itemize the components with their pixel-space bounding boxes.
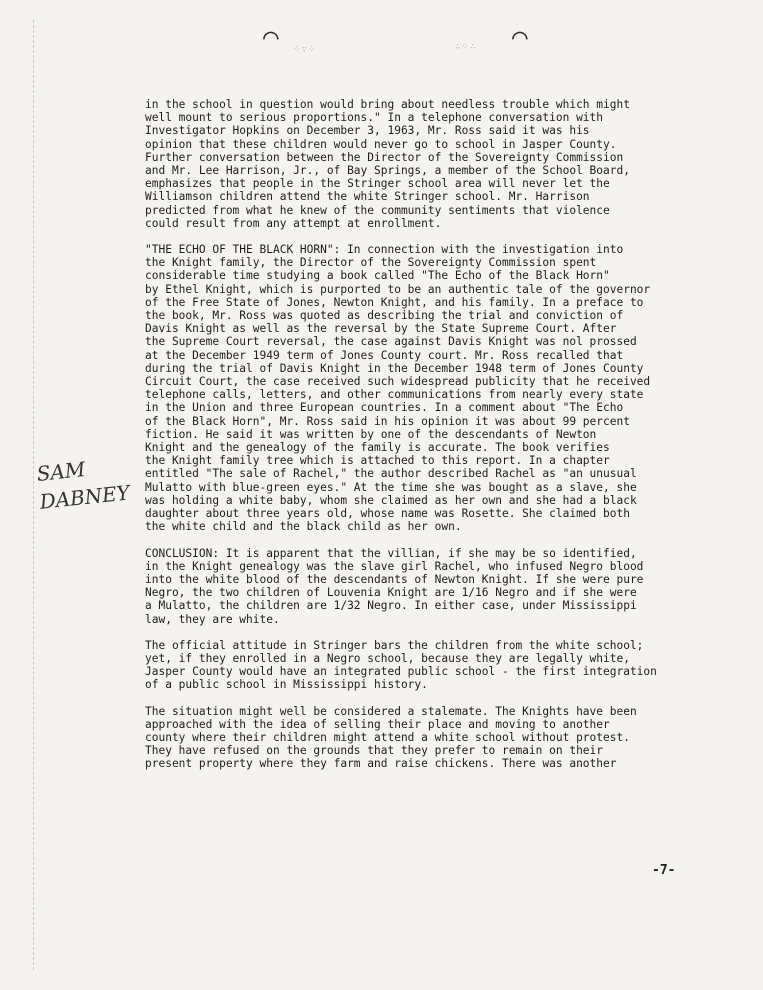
margin-note-line-2: DABNEY	[38, 480, 131, 514]
text-line: present property where they farm and raise chickens. There was another	[145, 757, 617, 771]
text-line: Investigator Hopkins on December 3, 1963, Mr. Ross said it was his	[145, 124, 590, 138]
text-line: of the Free State of Jones, Newton Knight, and his family. In a preface to	[145, 295, 644, 309]
text-line: of the Black Horn", Mr. Ross said in his opinion it was about 99 percent	[145, 414, 630, 428]
paragraph-5	[145, 705, 685, 771]
text-line: Williamson children attend the white Stringer school. Mr. Harrison	[145, 190, 590, 204]
scan-smudge-right: ∴⁘∴	[455, 42, 477, 52]
text-line: considerable time studying a book called "The Echo of the Black Horn"	[145, 269, 610, 283]
text-line: the book, Mr. Ross was quoted as describing the trial and conviction of	[145, 309, 624, 323]
text-line: The official attitude in Stringer bars the children from the white school;	[145, 638, 644, 652]
paragraph-3	[145, 547, 685, 626]
text-line: Mulatto with blue-green eyes." At the time she was bought as a slave, she	[145, 480, 637, 494]
text-line: in the school in question would bring about needless trouble which might	[145, 98, 630, 111]
text-line: "THE ECHO OF THE BLACK HORN": In connection with the investigation into	[145, 243, 624, 257]
text-line: could result from any attempt at enrollment.	[145, 216, 442, 230]
text-line: into the white blood of the descendants of Newton Knight. If she were pure	[145, 572, 644, 586]
margin-note-line-1: SAM	[35, 457, 87, 486]
text-line: CONCLUSION: It is apparent that the villian, if she may be so identified,	[145, 546, 637, 560]
scan-smudge-left: ⁘∵⁘	[293, 45, 317, 55]
text-line: Negro, the two children of Louvenia Knight are 1/16 Negro and if she were	[145, 586, 637, 600]
text-line: Further conversation between the Director of the Sovereignty Commission	[145, 150, 624, 164]
text-line: well mount to serious proportions." In a telephone conversation with	[145, 111, 604, 125]
text-line: They have refused on the grounds that they prefer to remain on their	[145, 744, 604, 758]
page-edge-line	[33, 20, 35, 970]
scan-mark-left: ⌒	[263, 22, 279, 52]
text-line: Circuit Court, the case received such widespread publicity that he received	[145, 375, 651, 389]
text-line: predicted from what he knew of the community sentiments that violence	[145, 203, 610, 217]
text-line: fiction. He said it was written by one of the descendants of Newton	[145, 427, 597, 441]
text-line: in the Union and three European countries. In a comment about "The Echo	[145, 401, 624, 415]
text-line: opinion that these children would never go to school in Jasper County.	[145, 137, 617, 151]
text-line: Jasper County would have an integrated public school - the first integration	[145, 665, 657, 679]
text-line: emphasizes that people in the Stringer school area will never let the	[145, 177, 610, 191]
scan-mark-right: ⌒	[512, 22, 528, 52]
text-line: the Knight family, the Director of the Sovereignty Commission spent	[145, 256, 597, 270]
text-line: the Knight family tree which is attached to this report. In a chapter	[145, 454, 610, 468]
text-line: by Ethel Knight, which is purported to be an authentic tale of the governor	[145, 282, 651, 296]
text-line: was holding a white baby, whom she claimed as her own and she had a black	[145, 493, 637, 507]
text-line: Knight and the genealogy of the family is accurate. The book verifies	[145, 441, 610, 455]
text-line: law, they are white.	[145, 612, 280, 626]
text-line: of a public school in Mississippi history.	[145, 678, 428, 692]
text-line: county where their children might attend a white school without protest.	[145, 730, 630, 744]
paragraph-1	[145, 98, 685, 230]
text-line: the Supreme Court reversal, the case against Davis Knight was nol prossed	[145, 335, 637, 349]
text-line: a Mulatto, the children are 1/32 Negro. In either case, under Mississippi	[145, 599, 637, 613]
document-body	[145, 98, 685, 784]
handwritten-margin-note	[35, 450, 135, 516]
paragraph-4	[145, 639, 685, 692]
text-line: telephone calls, letters, and other communications from nearly every state	[145, 388, 644, 402]
text-line: Davis Knight as well as the reversal by the State Supreme Court. After	[145, 322, 617, 336]
text-line: daughter about three years old, whose name was Rosette. She claimed both	[145, 507, 630, 521]
page-number: -7-	[652, 863, 676, 878]
text-line: The situation might well be considered a stalemate. The Knights have been	[145, 704, 637, 718]
paragraph-2	[145, 243, 685, 533]
text-line: yet, if they enrolled in a Negro school, because they are legally white,	[145, 651, 630, 665]
text-line: in the Knight genealogy was the slave girl Rachel, who infused Negro blood	[145, 559, 644, 573]
text-line: during the trial of Davis Knight in the December 1948 term of Jones County	[145, 361, 644, 375]
text-line: the white child and the black child as her own.	[145, 520, 462, 534]
text-line: entitled "The sale of Rachel," the author described Rachel as "an unusual	[145, 467, 637, 481]
text-line: at the December 1949 term of Jones County court. Mr. Ross recalled that	[145, 348, 624, 362]
text-line: and Mr. Lee Harrison, Jr., of Bay Springs, a member of the School Board,	[145, 164, 630, 178]
text-line: approached with the idea of selling their place and moving to another	[145, 717, 610, 731]
